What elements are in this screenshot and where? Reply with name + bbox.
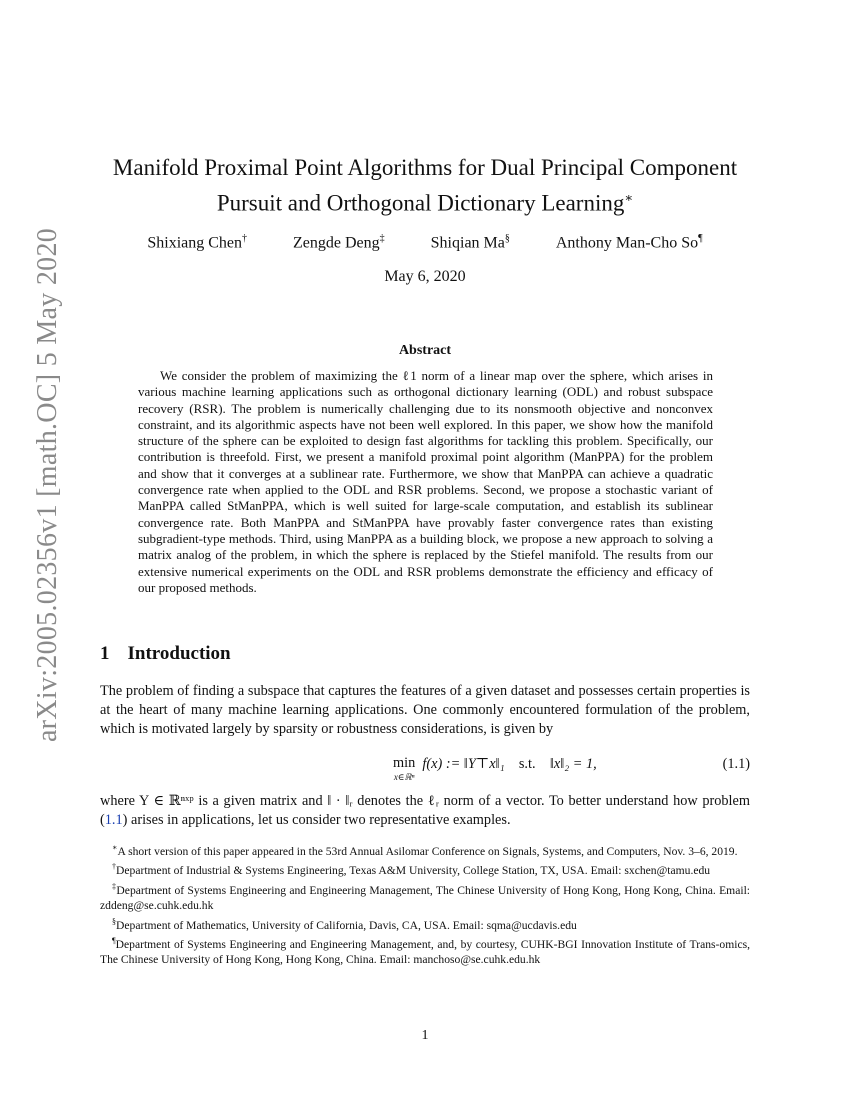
paper-title [95,153,755,219]
title-line-2: Pursuit and Orthogonal Dictionary Learning∗ [216,190,634,216]
equation-1-1 [100,756,750,784]
author-footnote-mark[interactable]: § [504,233,510,244]
equation-min-subscript: x∈ℝⁿ [393,772,415,782]
page-number: 1 [421,1028,429,1043]
equation-number: (1.1) [722,756,750,772]
section-number: 1 [100,643,110,664]
title-line-1: Manifold Proximal Point Algorithms for Dual Principal Component [112,155,738,180]
footnote: ¶Department of Systems Engineering and Engineering Management, and, by courtesy, CUHK-BGI Innovation Institute of Trans-omics, The Chinese University of Hong Kong, Hong Kong, China. Email: manchoso@se.cuhk.edu.hk [100,935,750,967]
intro-paragraph-1: The problem of finding a subspace that captures the features of a given dataset and possesses certain properties is at the heart of many machine learning applications. One commonly encountered formulation of the problem, which is motivated largely by sparsity or robustness considerations, is given by [100,683,750,737]
footnote: ‡Department of Systems Engineering and Engineering Management, The Chinese University of Hong Kong, Hong Kong, China. Email: zddeng@se.cuhk.edu.hk [100,881,751,913]
arxiv-identifier-stamp: arXiv:2005.02356v1 [math.OC] 5 May 2020 [32,227,63,743]
equation-constraint: ‖x‖₂ = 1, [549,756,597,772]
abstract-heading: Abstract [398,343,452,358]
footnote: §Department of Mathematics, University of California, Davis, CA, USA. Email: sqma@ucdavis.edu [112,916,577,932]
author-footnote-mark[interactable]: † [242,233,248,244]
author-footnote-mark[interactable]: ¶ [698,233,703,244]
equation-such-that: s.t. [518,756,536,772]
title-footnote-mark[interactable]: ∗ [624,190,634,205]
section-title: Introduction [127,643,231,664]
author: Zengde Deng‡ [293,233,385,252]
equation-objective: f(x) := ‖Y⊤x‖₁ [422,756,505,772]
footnotes [100,840,750,968]
author-footnote-mark[interactable]: ‡ [379,233,385,244]
author: Shixiang Chen† [147,233,248,252]
equation-body [393,756,597,784]
publication-date: May 6, 2020 [384,268,466,285]
intro-paragraph-2: where Y ∈ ℝⁿˣᵖ is a given matrix and ‖ · ‖ᵣ denotes the ℓᵣ norm of a vector. To better understand how problem (1.1) arises in applications, let us consider two representative examples. [100,793,750,828]
abstract-text: We consider the problem of maximizing the ℓ1 norm of a linear map over the sphere, which arises in various machine learning applications such as orthogonal dictionary learning (ODL) and robust subspace recovery (RSR). The problem is numerically challenging due to its nonsmooth objective and nonconvex constraint, and its algorithmic aspects have not been well explored. In this paper, we show how the manifold structure of the sphere can be exploited to design fast algorithms for tackling this problem. Specifically, our contribution is threefold. First, we present a manifold proximal point algorithm (ManPPA) for the problem and show that it converges at a sublinear rate. Furthermore, we show that ManPPA can achieve a quadratic convergence rate when applied to the ODL and RSR problems. Second, we propose a stochastic variant of ManPPA called StManPPA, which is well suited for large-scale computation, and establish its sublinear convergence rate. Both ManPPA and StManPPA have provably faster convergence rates than existing subgradient-type methods. Third, using ManPPA as a building block, we propose a new approach to solving a matrix analog of the problem, in which the sphere is replaced by the Stiefel manifold. The results from our extensive numerical experiments on the ODL and RSR problems demonstrate the efficiency and efficacy of our proposed methods. [138,368,713,595]
equation-reference-link[interactable]: 1.1 [104,812,123,828]
section-heading [100,643,231,665]
equation-min-operator: min x∈ℝⁿ [393,755,416,782]
footnote: †Department of Industrial & Systems Engineering, Texas A&M University, College Station, TX, USA. Email: sxchen@tamu.edu [112,862,711,878]
author: Anthony Man-Cho So¶ [555,233,703,252]
author: Shiqian Ma§ [430,233,510,252]
author-list [100,233,750,252]
footnote: ∗A short version of this paper appeared in the 53rd Annual Asilomar Conference on Signals, Systems, and Computers, Nov. 3–6, 2019. [112,843,738,858]
